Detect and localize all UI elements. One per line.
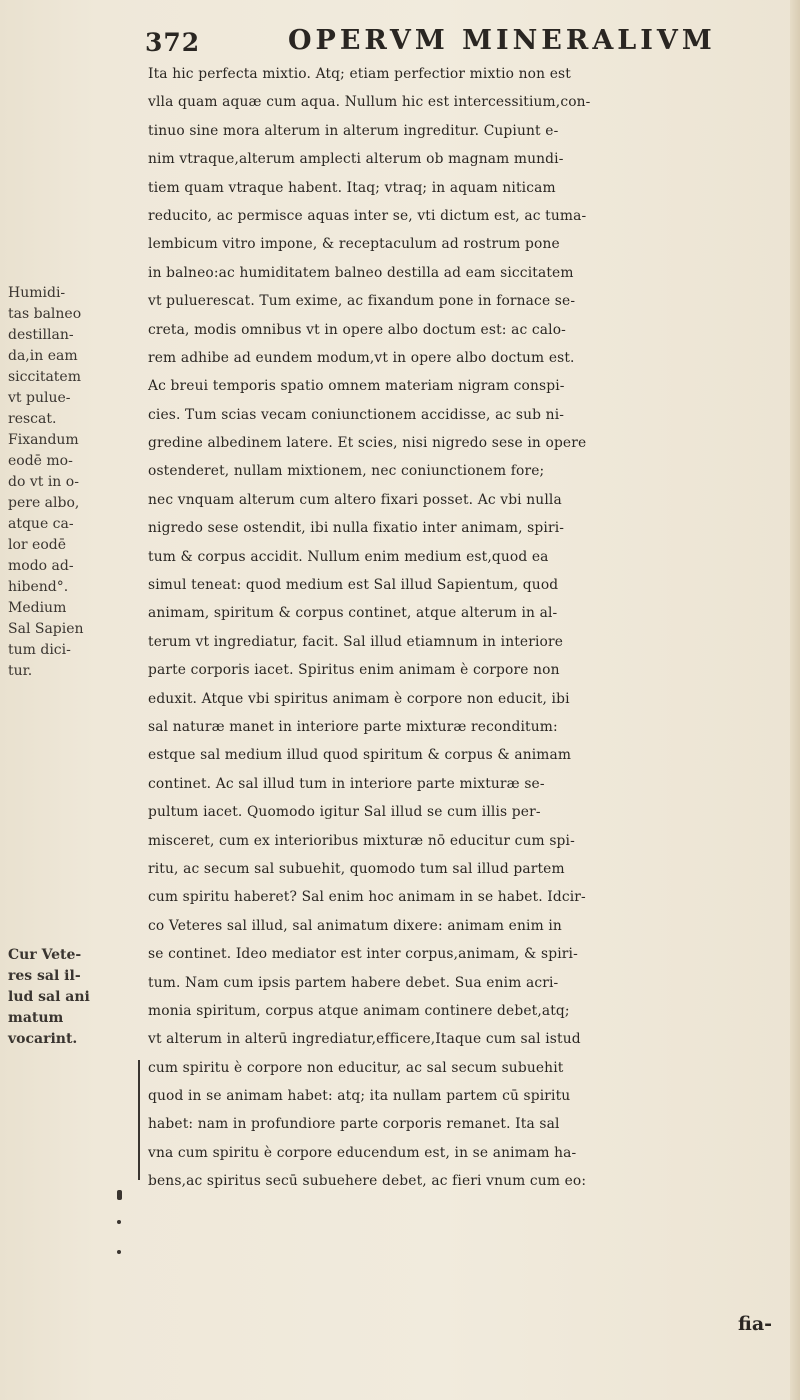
text-line: gredine albedinem latere. Et scies, nisi nigredo sese in opere [148,435,587,452]
margin-note-cur-veteres [8,945,138,1050]
text-line: cum spiritu è corpore non educitur, ac sal secum subuehit [148,1059,564,1076]
text-line: vt puluerescat. Tum exime, ac fixandum pone in fornace se- [148,293,576,310]
text-line: terum vt ingrediatur, facit. Sal illud etiamnum in interiore [148,633,564,650]
text-line: tinuo sine mora alterum in alterum ingreditur. Cupiunt e- [148,122,559,139]
text-line: eduxit. Atque vbi spiritus animam è corpore non educit, ibi [148,690,570,707]
page-header [0,22,800,58]
text-line: habet: nam in profundiore parte corporis remanet. Ita sal [148,1116,560,1133]
catchword: fia- [738,1313,773,1335]
margin-note-line: atque ca- [8,516,74,532]
page-number: 372 [145,28,201,57]
text-line: cum spiritu haberet? Sal enim hoc animam in se habet. Idcir- [148,889,586,906]
margin-note-line: eodē mo- [8,453,73,469]
margin-note-line: do vt in o- [8,474,79,490]
margin-note-line: tur. [8,663,33,679]
margin-note-line: Cur Vete- [8,947,82,963]
text-line: se continet. Ideo mediator est inter corpus,animam, & spiri- [148,946,578,963]
text-line: continet. Ac sal illud tum in interiore parte mixturæ se- [148,775,545,792]
margin-note-fixandum [8,430,138,598]
margin-note-line: vocarint. [8,1031,78,1047]
text-line: parte corporis iacet. Spiritus enim animam è corpore non [148,662,560,679]
text-line: Ac breui temporis spatio omnem materiam nigram conspi- [148,378,565,395]
text-line: lembicum vitro impone, & receptaculum ad rostrum pone [148,236,560,253]
margin-note-line: res sal il- [8,968,81,984]
text-line: vna cum spiritu è corpore educendum est, in se animam ha- [148,1144,577,1161]
margin-note-line: pere albo, [8,495,80,511]
margin-note-line: Medium [8,600,67,616]
text-line: misceret, cum ex interioribus mixturæ nō educitur cum spi- [148,832,575,849]
margin-note-line: tum dici- [8,642,71,658]
text-line: tiem quam vtraque habent. Itaq; vtraq; in aquam niticam [148,179,556,196]
text-line: Ita hic perfecta mixtio. Atq; etiam perfectior mixtio non est [148,66,571,82]
text-line: tum & corpus accidit. Nullum enim medium est,quod ea [148,548,549,565]
running-head: OPERVM MINERALIVM [288,25,716,56]
margin-note-line: lud sal ani [8,989,90,1005]
text-line: tum. Nam cum ipsis partem habere debet. Sua enim acri- [148,974,559,991]
text-line: in balneo:ac humiditatem balneo destilla ad eam siccitatem [148,264,574,281]
margin-note-line: Sal Sapien [8,621,84,637]
margin-note-medium [8,598,138,682]
text-line: rem adhibe ad eundem modum,vt in opere albo doctum est. [148,349,575,366]
text-line: nec vnquam alterum cum altero fixari posset. Ac vbi nulla [148,491,562,508]
text-line: quod in se animam habet: atq; ita nullam partem cū spiritu [148,1088,571,1105]
margin-mark [117,1190,122,1200]
text-line: sal naturæ manet in interiore parte mixturæ reconditum: [148,718,558,735]
margin-note-line: Humidi- [8,285,66,301]
text-line: animam, spiritum & corpus continet, atque alterum in al- [148,605,558,622]
margin-note-line: matum [8,1010,64,1026]
text-line: vt alterum in alterū ingrediatur,efficere,Itaque cum sal istud [148,1031,581,1048]
margin-note-line: rescat. [8,411,57,427]
margin-note-line: siccitatem [8,369,81,385]
margin-bracket [128,1060,140,1180]
main-text-block [148,60,798,1196]
text-line: reducito, ac permisce aquas inter se, vti dictum est, ac tuma- [148,207,587,224]
margin-mark [117,1250,121,1254]
margin-note-line: da,in eam [8,348,78,364]
text-line: co Veteres sal illud, sal animatum dixere: animam enim in [148,917,562,934]
text-line: simul teneat: quod medium est Sal illud Sapientum, quod [148,577,559,594]
margin-note-line: hibend°. [8,579,69,595]
text-line: creta, modis omnibus vt in opere albo doctum est: ac calo- [148,321,566,338]
text-line: ostenderet, nullam mixtionem, nec coniunctionem fore; [148,463,545,480]
margin-note-line: vt pulue- [8,390,71,406]
margin-note-line: destillan- [8,327,74,343]
margin-note-humiditas [8,283,138,430]
text-line: cies. Tum scias vecam coniunctionem accidisse, ac sub ni- [148,406,565,423]
margin-note-line: Fixandum [8,432,79,448]
text-line: nigredo sese ostendit, ibi nulla fixatio inter animam, spiri- [148,520,565,537]
text-line: pultum iacet. Quomodo igitur Sal illud se cum illis per- [148,804,541,821]
margin-note-line: modo ad- [8,558,74,574]
text-line: ritu, ac secum sal subuehit, quomodo tum sal illud partem [148,860,565,877]
text-line: nim vtraque,alterum amplecti alterum ob magnam mundi- [148,151,564,168]
text-line: vlla quam aquæ cum aqua. Nullum hic est intercessitium,con- [148,94,591,111]
text-line: estque sal medium illud quod spiritum & corpus & animam [148,747,572,764]
text-line: monia spiritum, corpus atque animam continere debet,atq; [148,1002,570,1019]
margin-note-line: tas balneo [8,306,82,322]
text-line: bens,ac spiritus secū subuehere debet, ac fieri vnum cum eo: [148,1173,587,1190]
margin-mark [117,1220,121,1224]
margin-note-line: lor eodē [8,537,67,553]
